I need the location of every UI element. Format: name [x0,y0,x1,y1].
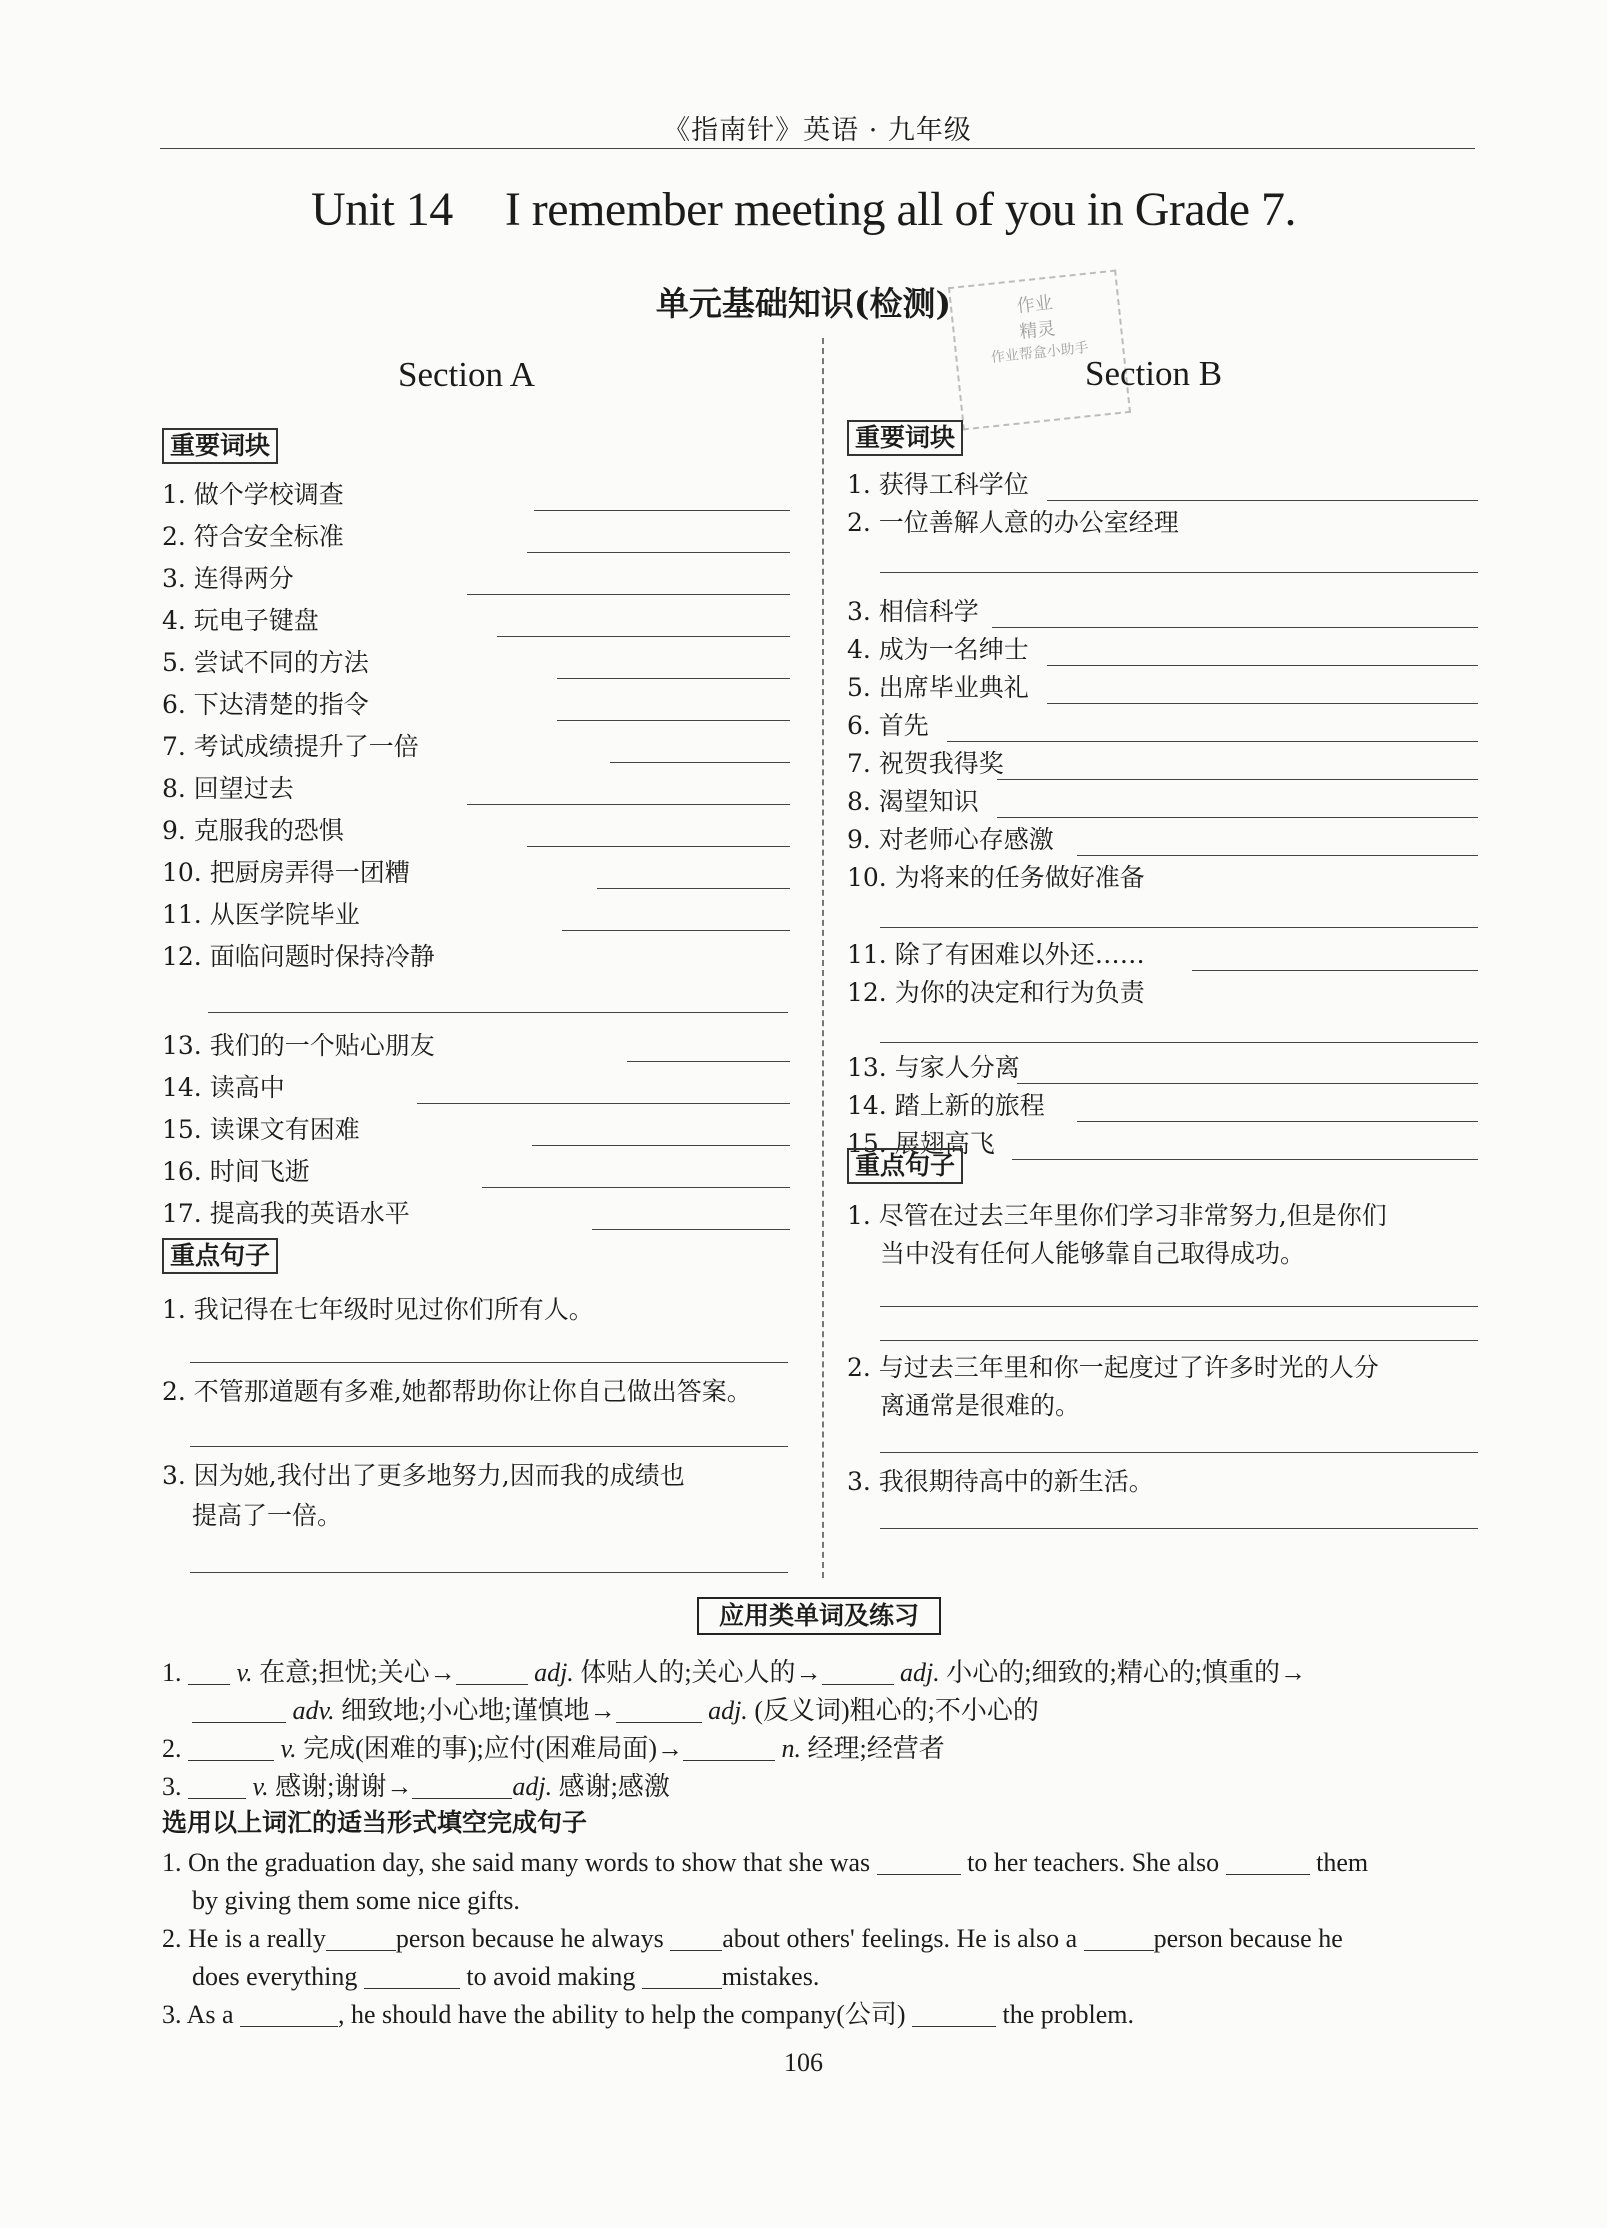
phrase-item [847,974,1478,1012]
answer-blank[interactable] [467,804,790,805]
part-of-speech: adj. [708,1696,748,1725]
phrase-item [162,728,790,766]
section-b-sentences-label: 重点句子 [847,1148,963,1184]
answer-blank[interactable] [192,1696,286,1723]
answer-blank[interactable] [880,1452,1478,1453]
phrase-text: 13. 我们的一个贴心朋友 [162,1031,435,1060]
phrase-item [847,1049,1478,1087]
answer-blank[interactable] [534,510,790,511]
exercise-text: 3. As a [162,2000,234,2029]
exercise-text: 2. He is a really [162,1924,326,1953]
answer-blank[interactable] [597,888,790,889]
answer-blank[interactable] [997,817,1478,818]
answer-blank[interactable] [208,1012,788,1013]
section-b-heading: Section B [1085,354,1223,393]
exercise-text: 2. [162,1734,182,1763]
exercise-text: 3. [162,1772,182,1801]
phrase-text: 3. 连得两分 [162,564,294,593]
section-b-phrases-label: 重要词块 [847,420,963,456]
answer-blank[interactable] [822,1658,894,1685]
exercise-text: person because he always [395,1924,664,1953]
sentence-text: 3. 因为她,我付出了更多地努力,因而我的成绩也 [162,1461,685,1490]
answer-blank[interactable] [880,572,1478,573]
header-rule [160,148,1475,149]
exercise-text: 小心的;细致的;精心的;慎重的→ [946,1658,1306,1687]
answer-blank[interactable] [456,1658,528,1685]
answer-blank[interactable] [1047,665,1478,666]
exercise-line [192,1692,1039,1730]
exercise-line [162,1920,1343,1958]
sentence-text: 1. 我记得在七年级时见过你们所有人。 [162,1295,594,1324]
exercise-text: , he should have the ability to help the company(公司) [338,2000,906,2029]
exercise-text: person because he [1153,1924,1343,1953]
part-of-speech: v. [236,1658,253,1687]
answer-blank[interactable] [912,2000,996,2027]
phrase-item [847,631,1478,669]
sentence-text: 1. 尽管在过去三年里你们学习非常努力,但是你们 [847,1201,1387,1230]
phrase-item [847,504,1478,542]
answer-blank[interactable] [1077,1121,1478,1122]
phrase-item [162,602,790,640]
phrase-item [162,896,790,934]
answer-blank[interactable] [532,1145,790,1146]
sentence-text: 2. 不管那道题有多难,她都帮助你让你自己做出答案。 [162,1377,752,1406]
phrase-text: 14. 踏上新的旅程 [847,1091,1045,1120]
part-of-speech: v. [252,1772,269,1801]
part-of-speech: v. [280,1734,297,1763]
answer-blank[interactable] [947,741,1478,742]
answer-blank[interactable] [1047,500,1478,501]
phrase-item [847,859,1478,897]
exercise-line [192,1882,520,1920]
phrase-item [162,560,790,598]
answer-blank[interactable] [557,678,790,679]
section-subtitle: 单元基础知识(检测) [655,284,952,323]
fill-in-title: 选用以上词汇的适当形式填空完成句子 [162,1808,588,1837]
answer-blank[interactable] [467,594,790,595]
answer-blank[interactable] [1047,703,1478,704]
answer-blank[interactable] [880,1528,1478,1529]
phrase-item [847,593,1478,631]
phrase-text: 16. 时间飞逝 [162,1157,310,1186]
phrase-text: 4. 玩电子键盘 [162,606,319,635]
exercise-text: to avoid making [466,1962,636,1991]
sentence-text: 3. 我很期待高中的新生活。 [847,1467,1154,1496]
exercise-line [162,1654,1306,1692]
exercise-line [162,1768,670,1806]
phrase-text: 5. 出席毕业典礼 [847,673,1029,702]
phrase-text: 6. 首先 [847,711,929,740]
exercise-text: the problem. [1002,2000,1134,2029]
answer-blank[interactable] [190,1572,788,1573]
phrase-item [847,1087,1478,1125]
phrase-item [847,936,1478,974]
answer-blank[interactable] [188,1658,230,1685]
exercise-text: does everything [192,1962,358,1991]
answer-blank[interactable] [1192,970,1478,971]
phrase-item [162,812,790,850]
running-header: 《指南针》英语 · 九年级 [663,115,972,146]
part-of-speech: adj. [900,1658,940,1687]
phrase-text: 4. 成为一名绅士 [847,635,1029,664]
part-of-speech: n. [781,1734,801,1763]
watermark-stamp [948,270,1131,431]
stamp-line2: 精灵 [1018,318,1057,343]
answer-blank[interactable] [188,1734,274,1761]
answer-blank[interactable] [1084,1924,1154,1951]
phrase-text: 13. 与家人分离 [847,1053,1020,1082]
exercise-line [192,1958,819,1996]
phrase-item [847,466,1478,504]
phrase-text: 11. 除了有困难以外还…… [847,940,1145,969]
part-of-speech: adj. [534,1658,574,1687]
stamp-line3: 作业帮盒小助手 [990,339,1090,367]
phrase-item [162,938,790,976]
exercise-line [162,1730,945,1768]
exercise-text: 1. [162,1658,182,1687]
exercise-text: 经理;经营者 [807,1734,945,1763]
answer-blank[interactable] [683,1734,775,1761]
phrase-text: 12. 为你的决定和行为负责 [847,978,1145,1007]
unit-number: Unit 14 [310,183,453,236]
phrase-text: 10. 把厨房弄得一团糟 [162,858,410,887]
exercise-text: mistakes. [721,1962,820,1991]
phrase-text: 12. 面临问题时保持冷静 [162,942,435,971]
phrase-item [162,476,790,514]
answer-blank[interactable] [616,1696,702,1723]
section-a-phrases-label: 重要词块 [162,428,278,464]
phrase-text: 7. 祝贺我得奖 [847,749,1004,778]
exercise-text: 在意;担忧;关心→ [259,1658,456,1687]
phrase-item [847,821,1478,859]
phrase-item [847,783,1478,821]
phrase-item [162,644,790,682]
page-number: 106 [784,2048,823,2077]
phrase-item [847,745,1478,783]
exercise-line [162,1844,1368,1882]
phrase-text: 15. 读课文有困难 [162,1115,360,1144]
exercise-title: 应用类单词及练习 [697,1597,941,1635]
phrase-text: 5. 尝试不同的方法 [162,648,369,677]
sentence-text: 离通常是很难的。 [880,1391,1081,1420]
exercise-text: 完成(困难的事);应付(困难局面)→ [303,1734,683,1763]
exercise-text: to her teachers. She also [967,1848,1220,1877]
unit-title-text: I remember meeting all of you in Grade 7. [504,183,1297,236]
stamp-line1: 作业 [1015,292,1054,318]
phrase-item [162,854,790,892]
answer-blank[interactable] [592,1229,790,1230]
answer-blank[interactable] [240,2000,338,2027]
phrase-text: 15. 展翅高飞 [847,1129,995,1158]
answer-blank[interactable] [1226,1848,1310,1875]
phrase-item [847,707,1478,745]
answer-blank[interactable] [880,1340,1478,1341]
column-divider [822,338,824,1578]
phrase-text: 11. 从医学院毕业 [162,900,360,929]
answer-blank[interactable] [992,627,1478,628]
answer-blank[interactable] [326,1924,396,1951]
exercise-text: 感谢;谢谢→ [275,1772,413,1801]
phrase-text: 7. 考试成绩提升了一倍 [162,732,419,761]
phrase-item [162,1111,790,1149]
phrase-item [162,1153,790,1191]
phrase-text: 9. 对老师心存感激 [847,825,1054,854]
exercise-text: 感谢;感激 [558,1772,670,1801]
phrase-text: 10. 为将来的任务做好准备 [847,863,1145,892]
answer-blank[interactable] [1012,1159,1478,1160]
phrase-text: 9. 克服我的恐惧 [162,816,344,845]
answer-blank[interactable] [642,1962,722,1989]
exercise-text: 1. On the graduation day, she said many words to show that she was [162,1848,871,1877]
answer-blank[interactable] [364,1962,460,1989]
answer-blank[interactable] [880,927,1478,928]
phrase-text: 6. 下达清楚的指令 [162,690,369,719]
exercise-line [162,1996,1134,2034]
sentence-text: 提高了一倍。 [192,1501,343,1530]
part-of-speech: adj. [512,1772,553,1801]
answer-blank[interactable] [412,1772,512,1799]
part-of-speech: adv. [292,1696,335,1725]
phrase-text: 8. 渴望知识 [847,787,979,816]
section-a-sentences-label: 重点句子 [162,1238,278,1274]
phrase-text: 8. 回望过去 [162,774,294,803]
phrase-item [847,669,1478,707]
answer-blank[interactable] [188,1772,246,1799]
section-a-heading: Section A [398,355,536,394]
answer-blank[interactable] [417,1103,790,1104]
answer-blank[interactable] [562,930,790,931]
phrase-item [162,1195,790,1233]
answer-blank[interactable] [497,636,790,637]
unit-title [0,182,1607,237]
answer-blank[interactable] [880,1042,1478,1043]
exercise-text: 体贴人的;关心人的→ [580,1658,822,1687]
phrase-text: 14. 读高中 [162,1073,285,1102]
answer-blank[interactable] [1077,855,1478,856]
phrase-text: 1. 获得工科学位 [847,470,1029,499]
answer-blank[interactable] [670,1924,722,1951]
answer-blank[interactable] [627,1061,790,1062]
answer-blank[interactable] [997,779,1478,780]
answer-blank[interactable] [557,720,790,721]
answer-blank[interactable] [527,846,790,847]
phrase-text: 2. 符合安全标准 [162,522,344,551]
answer-blank[interactable] [1017,1083,1478,1084]
phrase-item [162,1069,790,1107]
phrase-text: 3. 相信科学 [847,597,979,626]
phrase-item [162,1027,790,1065]
phrase-text: 2. 一位善解人意的办公室经理 [847,508,1179,537]
exercise-text: about others' feelings. He is also a [722,1924,1078,1953]
answer-blank[interactable] [610,762,790,763]
sentence-text: 2. 与过去三年里和你一起度过了许多时光的人分 [847,1353,1379,1382]
phrase-text: 17. 提高我的英语水平 [162,1199,410,1228]
phrase-item [162,686,790,724]
phrase-item [162,770,790,808]
answer-blank[interactable] [190,1362,788,1363]
answer-blank[interactable] [880,1306,1478,1307]
phrase-text: 1. 做个学校调查 [162,480,344,509]
exercise-text: by giving them some nice gifts. [192,1886,520,1915]
sentence-text: 当中没有任何人能够靠自己取得成功。 [880,1239,1306,1268]
answer-blank[interactable] [482,1187,790,1188]
exercise-text: 细致地;小心地;谨慎地→ [341,1696,616,1725]
answer-blank[interactable] [527,552,790,553]
answer-blank[interactable] [877,1848,961,1875]
phrase-item [162,518,790,556]
answer-blank[interactable] [190,1446,788,1447]
exercise-text: them [1316,1848,1369,1877]
exercise-text: (反义词)粗心的;不小心的 [754,1696,1039,1725]
